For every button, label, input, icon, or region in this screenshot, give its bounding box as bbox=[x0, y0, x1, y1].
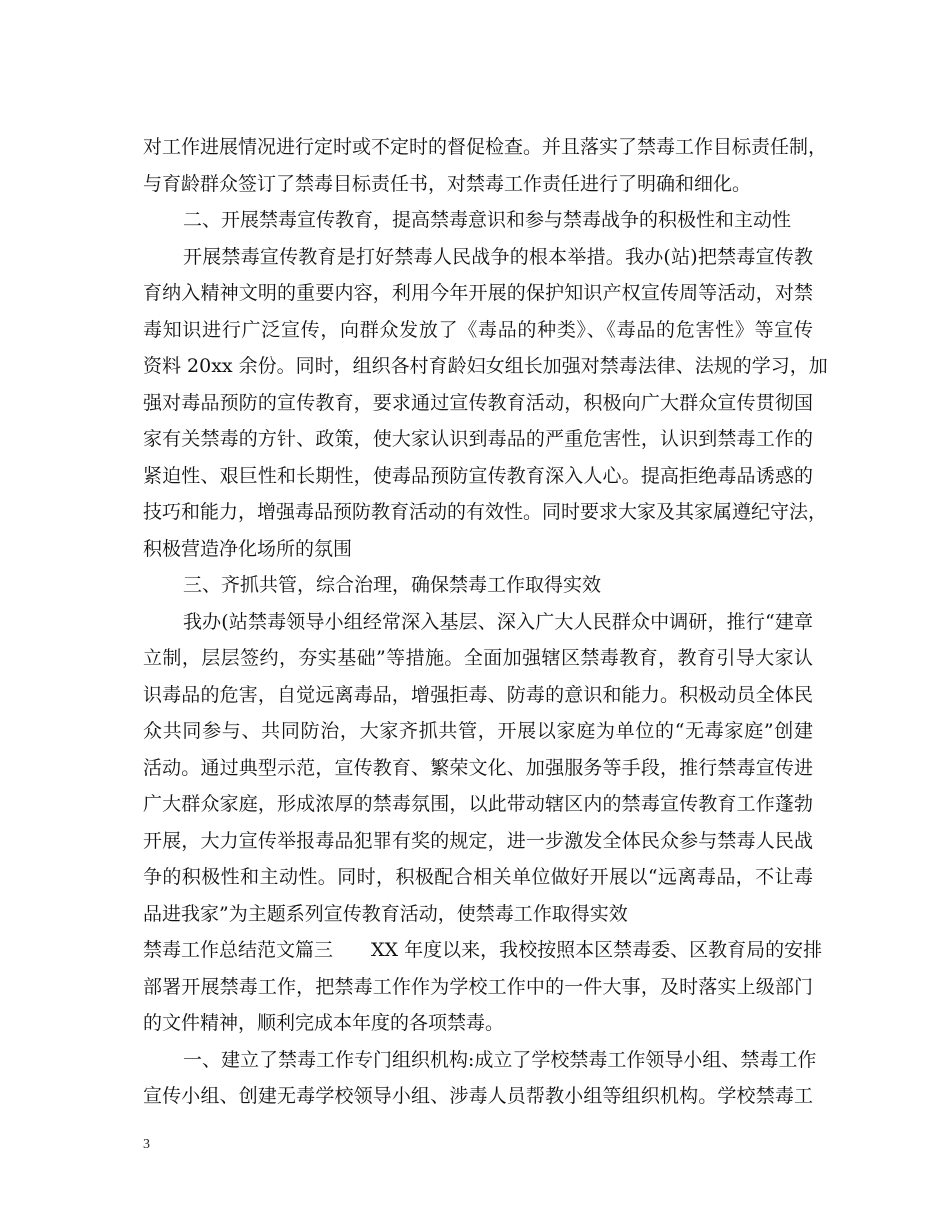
text-line: 家有关禁毒的方针、政策，使大家认识到毒品的严重危害性，认识到禁毒工作的 bbox=[143, 428, 813, 450]
section-heading: 二、开展禁毒宣传教育，提高禁毒意识和参与禁毒战争的积极性和主动性 bbox=[183, 209, 792, 231]
article-title-line: 禁毒工作总结范文篇三 XX 年度以来，我校按照本区禁毒委、区教育局的安排 bbox=[143, 939, 823, 961]
text-line: 毒知识进行广泛宣传，向群众发放了《毒品的种类》、《毒品的危害性》等宣传 bbox=[143, 318, 813, 341]
body-text bbox=[143, 129, 828, 1115]
text-line: 识毒品的危害，自觉远离毒品，增强拒毒、防毒的意识和能力。积极动员全体民 bbox=[143, 683, 813, 706]
text-line: 争的积极性和主动性。同时，积极配合相关单位做好开展以“远离毒品，不让毒 bbox=[143, 866, 813, 888]
section-heading: 三、齐抓共管，综合治理，确保禁毒工作取得实效 bbox=[183, 574, 602, 596]
text-line: 资料 20xx 余份。同时，组织各村育龄妇女组长加强对禁毒法律、法规的学习，加 bbox=[143, 355, 828, 377]
page-number: 3 bbox=[143, 1137, 150, 1152]
text-line: 对工作进展情况进行定时或不定时的督促检查。并且落实了禁毒工作目标责任制， bbox=[143, 136, 828, 158]
text-line: 活动。通过典型示范，宣传教育、繁荣文化、加强服务等手段，推行禁毒宣传进 bbox=[143, 756, 813, 779]
text-line: 广大群众家庭，形成浓厚的禁毒氛围，以此带动辖区内的禁毒宣传教育工作蓬勃 bbox=[143, 793, 813, 815]
text-line: 强对毒品预防的宣传教育，要求通过宣传教育活动，积极向广大群众宣传贯彻国 bbox=[143, 391, 813, 414]
text-line: 开展禁毒宣传教育是打好禁毒人民战争的根本举措。我办(站)把禁毒宣传教 bbox=[183, 245, 813, 268]
text-line: 积极营造净化场所的氛围 bbox=[143, 537, 353, 560]
text-line: 紧迫性、艰巨性和长期性，使毒品预防宣传教育深入人心。提高拒绝毒品诱惑的 bbox=[143, 464, 813, 487]
text-line: 宣传小组、创建无毒学校领导小组、涉毒人员帮教小组等组织机构。学校禁毒工 bbox=[143, 1085, 813, 1107]
text-line: 品进我家”为主题系列宣传教育活动，使禁毒工作取得实效 bbox=[143, 902, 628, 925]
text-line: 众共同参与、共同防治，大家齐抓共管，开展以家庭为单位的“无毒家庭”创建 bbox=[143, 720, 813, 742]
text-line: 与育龄群众签订了禁毒目标责任书，对禁毒工作责任进行了明确和细化。 bbox=[143, 172, 752, 195]
text-line: 技巧和能力，增强毒品预防教育活动的有效性。同时要求大家及其家属遵纪守法， bbox=[143, 501, 828, 523]
text-line: 立制，层层签约，夯实基础”等措施。全面加强辖区禁毒教育，教育引导大家认 bbox=[143, 647, 813, 669]
text-line: 我办(站禁毒领导小组经常深入基层、深入广大人民群众中调研，推行“建章 bbox=[183, 610, 813, 633]
section-heading: 一、建立了禁毒工作专门组织机构:成立了学校禁毒工作领导小组、禁毒工作 bbox=[183, 1048, 817, 1071]
text-line: 育纳入精神文明的重要内容，利用今年开展的保护知识产权宣传周等活动，对禁 bbox=[143, 282, 813, 304]
text-line: 开展，大力宣传举报毒品犯罪有奖的规定，进一步激发全体民众参与禁毒人民战 bbox=[143, 829, 813, 852]
text-line: 的文件精神，顺利完成本年度的各项禁毒。 bbox=[143, 1012, 505, 1034]
text-line: 部署开展禁毒工作，把禁毒工作作为学校工作中的一件大事，及时落实上级部门 bbox=[143, 975, 813, 998]
